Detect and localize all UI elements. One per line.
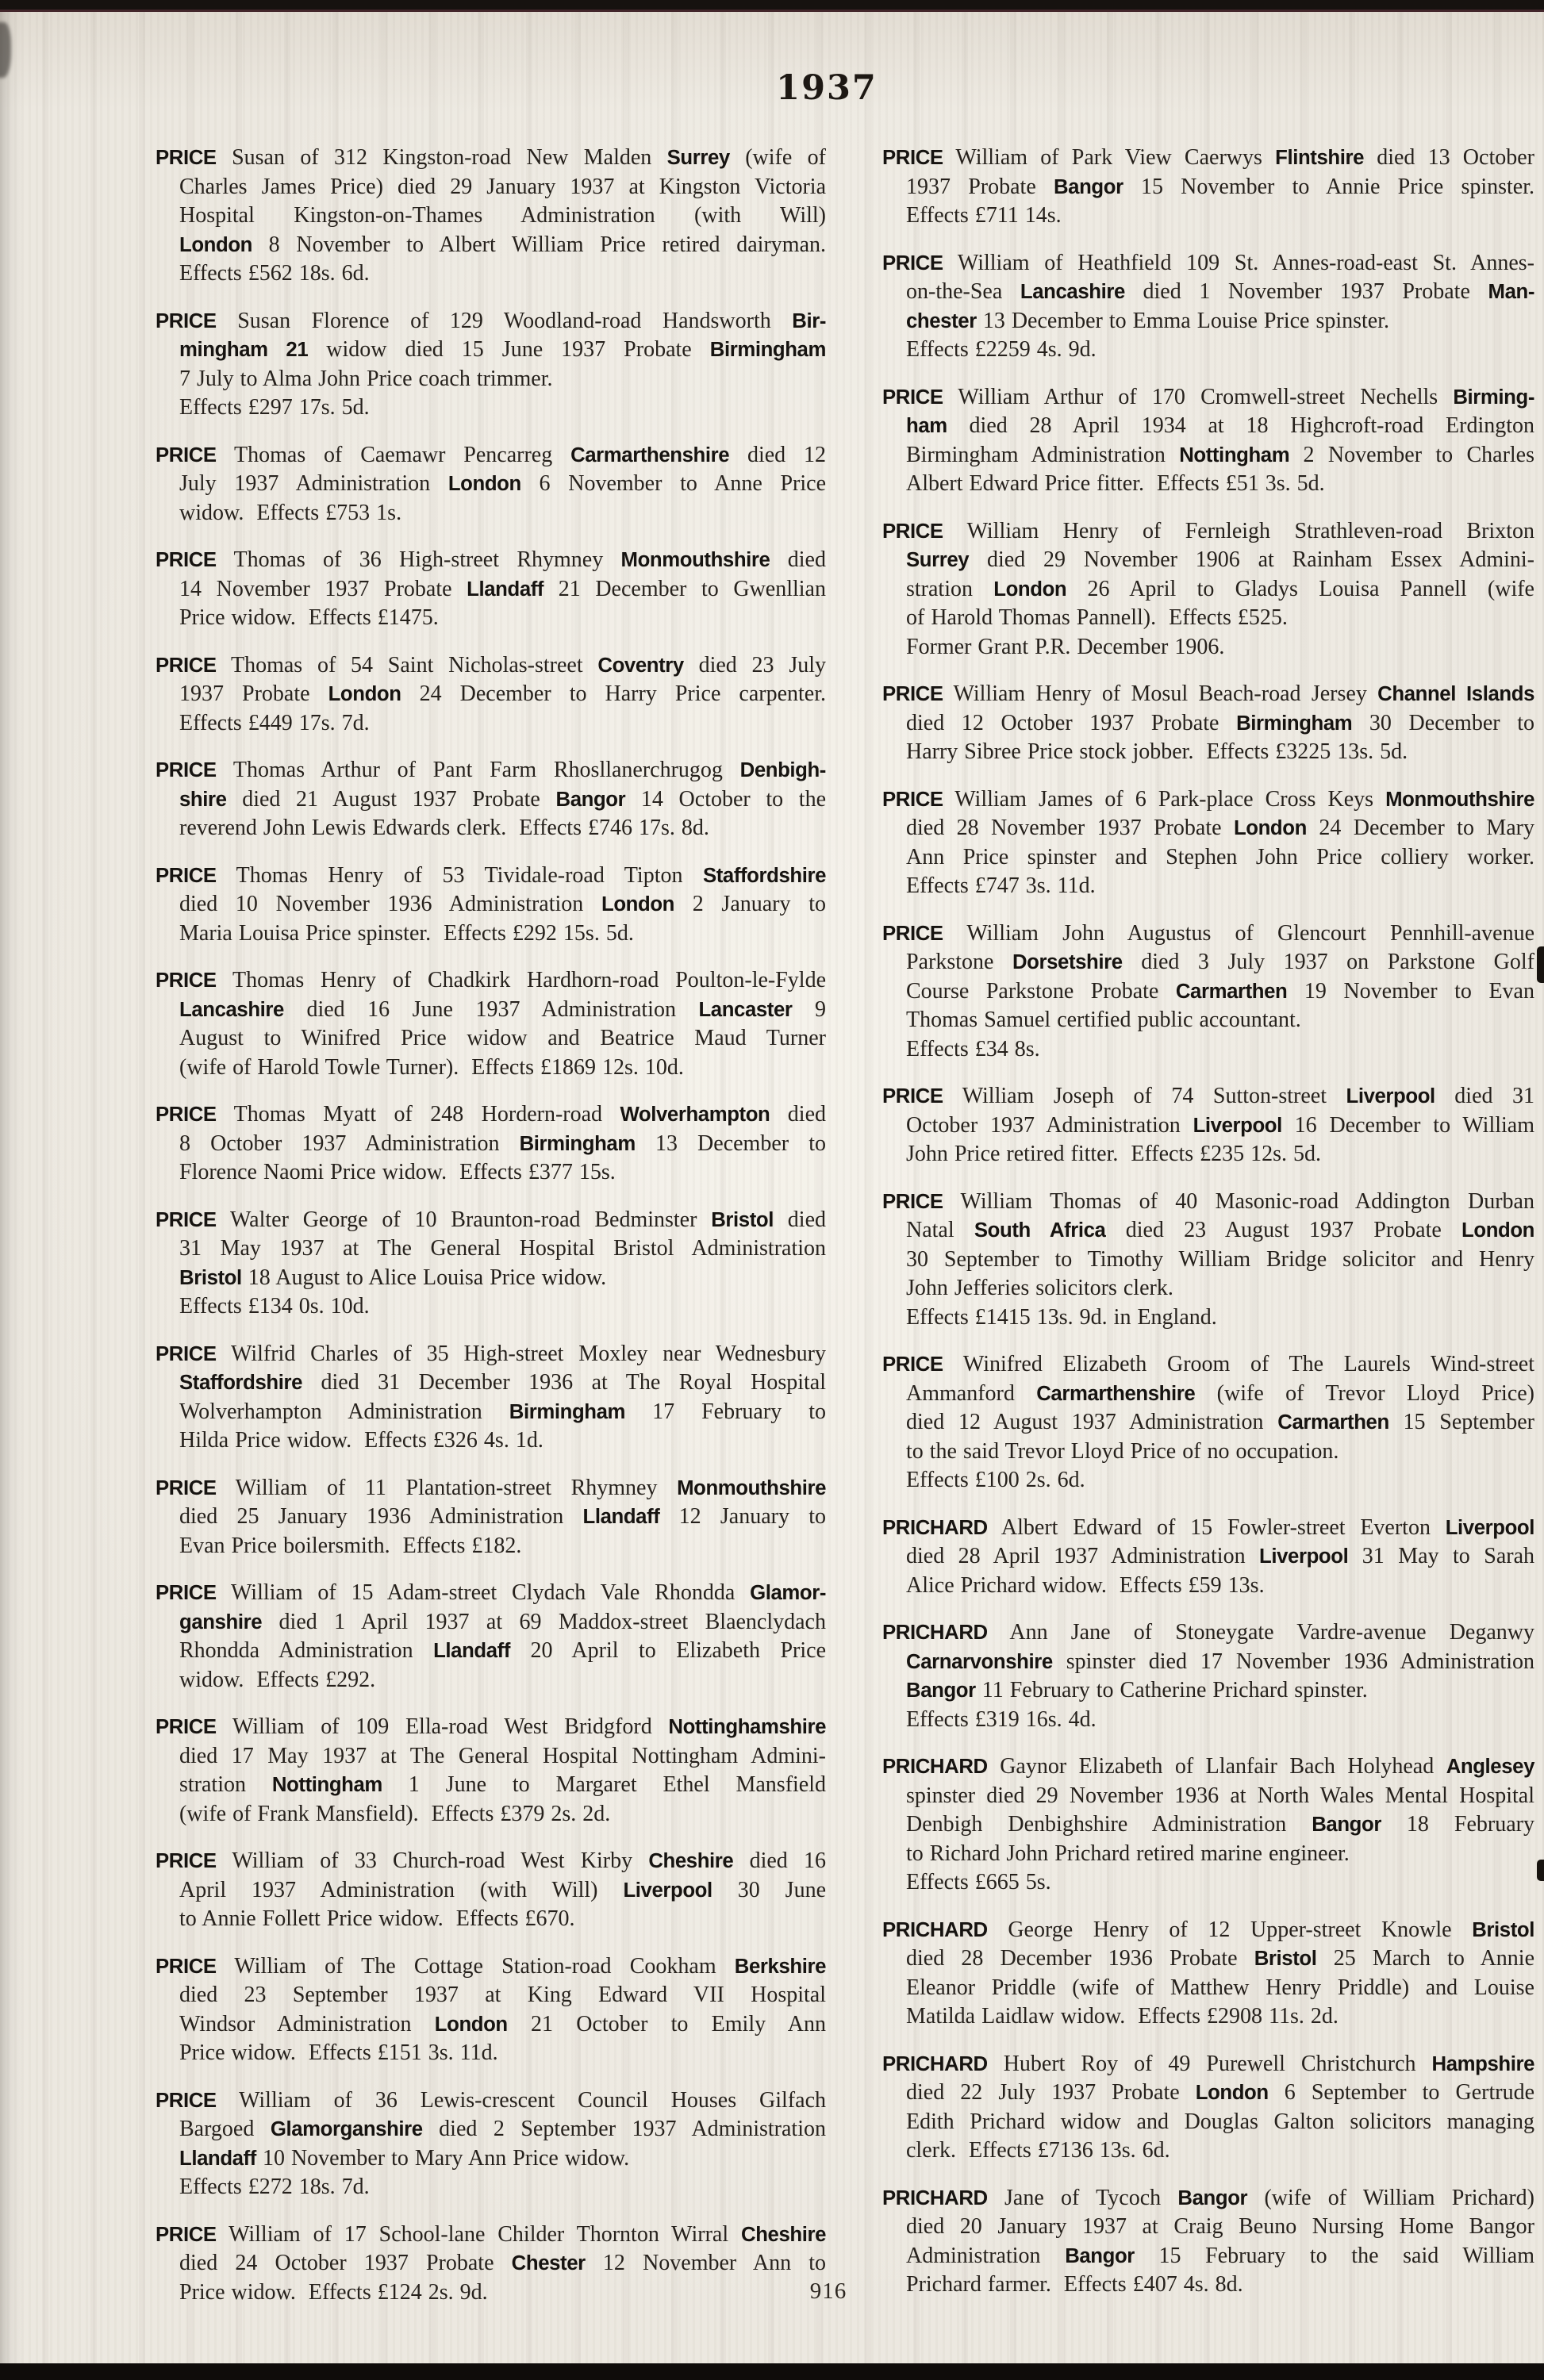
entry-line: PRICE William John Augustus of Glencourt Pennhill-avenue (882, 920, 1534, 946)
bold-name-or-registry: Liverpool (1346, 1085, 1435, 1107)
bold-name-or-registry: Staffordshire (179, 1372, 303, 1394)
bold-name-or-registry: PRICHARD (882, 1756, 988, 1778)
probate-entry (156, 862, 826, 949)
entry-line: Wolverhampton Administration Birmingham 17 February to (179, 1399, 827, 1424)
entry-line: Effects £34 8s. (906, 1036, 1040, 1061)
entry-line: Thomas Samuel certified public accountant. (906, 1008, 1301, 1032)
entry-line: PRICE Walter George of 10 Braunton-road Bedminster Bristol died (156, 1207, 826, 1232)
bold-name-or-registry: Berkshire (734, 1955, 826, 1978)
entry-line: October 1937 Administration Liverpool 16 December to William (906, 1112, 1534, 1138)
bold-name-or-registry: Bristol (1472, 1918, 1534, 1941)
entry-line: Price widow. Effects £1475. (179, 605, 439, 630)
bold-name-or-registry: PRICE (156, 443, 217, 466)
bold-name-or-registry: PRICE (882, 386, 943, 409)
bold-name-or-registry: Bangor (1177, 2186, 1248, 2209)
bold-name-or-registry: PRICE (156, 1850, 217, 1872)
entry-line: PRICE Susan of 312 Kingston-road New Malden Surrey (wife of (156, 145, 826, 170)
entry-line: died 28 November 1937 Probate London 24 December to Mary (906, 816, 1534, 840)
bold-name-or-registry: PRICE (156, 2223, 217, 2246)
entry-line: John Price retired fitter. Effects £235 12s. 5d. (906, 1142, 1322, 1166)
probate-entry (882, 1082, 1534, 1169)
bold-name-or-registry: London (328, 683, 401, 705)
bold-name-or-registry: Carmarthen (1175, 980, 1288, 1003)
bold-name-or-registry: Channel Islands (1377, 683, 1534, 705)
entry-line: PRICE Wilfrid Charles of 35 High-street Moxley near Wednesbury (156, 1341, 826, 1366)
bold-name-or-registry: ganshire (179, 1610, 263, 1633)
entry-line: Denbigh Denbighshire Administration Bangor 18 February (906, 1812, 1534, 1837)
bold-name-or-registry: PRICE (156, 864, 217, 887)
bold-name-or-registry: Dorsetshire (1012, 951, 1123, 973)
entry-line: Price widow. Effects £124 2s. 9d. (179, 2279, 488, 2305)
entry-line: PRICE Thomas Myatt of 248 Hordern-road Wolverhampton died (156, 1102, 826, 1127)
entry-line: 30 September to Timothy William Bridge solicitor and Henry (906, 1246, 1534, 1272)
probate-entry (882, 1916, 1534, 2032)
bold-name-or-registry: London (601, 893, 674, 916)
entry-line: died 28 April 1937 Administration Liverpool 31 May to Sarah (906, 1544, 1534, 1568)
entry-line: PRICE William Arthur of 170 Cromwell-street Nechells Birming- (882, 384, 1534, 409)
entry-line: John Jefferies solicitors clerk. (906, 1276, 1173, 1300)
bold-name-or-registry: PRICE (156, 1716, 217, 1738)
bold-name-or-registry: PRICE (156, 309, 217, 332)
entry-line: PRICE Thomas of Caemawr Pencarreg Carmarthenshire died 12 (156, 442, 826, 467)
bold-name-or-registry: Bir- (792, 309, 826, 332)
bold-name-or-registry: London (434, 2013, 508, 2036)
probate-entry (882, 2184, 1534, 2300)
bold-name-or-registry: PRICE (882, 1085, 943, 1107)
bold-name-or-registry: PRICHARD (882, 1516, 988, 1539)
entry-line: Eleanor Priddle (wife of Matthew Henry Priddle) and Louise (906, 1975, 1534, 2000)
bold-name-or-registry: Birmingham (1236, 712, 1353, 735)
entry-line: Effects £297 17s. 5d. (179, 395, 370, 420)
bold-name-or-registry: PRICHARD (882, 1622, 988, 1644)
probate-entry (882, 919, 1534, 1065)
probate-entry (156, 1952, 826, 2068)
entry-line: Effects £272 18s. 7d. (179, 2175, 370, 2199)
bold-name-or-registry: Llandaff (179, 2147, 256, 2170)
entry-line: PRICE William Thomas of 40 Masonic-road Addington Durban (882, 1188, 1534, 1214)
entry-line: PRICE Thomas Henry of Chadkirk Hardhorn-road Poulton-le-Fylde (156, 968, 826, 992)
entry-line: Harry Sibree Price stock jobber. Effects £3225 13s. 5d. (906, 739, 1408, 764)
entry-line: Natal South Africa died 23 August 1937 Probate London (906, 1218, 1535, 1242)
page-number: 916 (809, 2278, 847, 2304)
bold-name-or-registry: PRICE (882, 1353, 943, 1376)
entry-line: PRICE William of 109 Ella-road West Bridgford Nottinghamshire (156, 1714, 826, 1739)
entry-line: Carnarvonshire spinster died 17 November 1936 Administration (906, 1649, 1534, 1674)
entry-line: died 12 August 1937 Administration Carmarthen 15 September (906, 1410, 1534, 1434)
bold-name-or-registry: London (1233, 817, 1307, 839)
bold-name-or-registry: South Africa (974, 1219, 1106, 1242)
entry-line: mingham 21 widow died 15 June 1937 Probate Birmingham (179, 337, 826, 362)
entry-line: ganshire died 1 April 1937 at 69 Maddox-street Blaenclydach (179, 1609, 826, 1634)
bold-name-or-registry: PRICE (156, 969, 217, 992)
probate-entry (156, 966, 826, 1082)
entry-line: Bristol 18 August to Alice Louisa Price widow. (179, 1265, 607, 1290)
probate-entry (882, 144, 1534, 231)
entry-line: Effects £319 16s. 4d. (906, 1706, 1097, 1732)
bold-name-or-registry: ham (906, 415, 947, 437)
entry-line: PRICE Thomas Arthur of Pant Farm Rhosllanerchrugog Denbigh- (156, 758, 826, 782)
entry-line: 1937 Probate London 24 December to Harry Price carpenter. (179, 681, 826, 706)
probate-entry (882, 1188, 1534, 1333)
entry-line: July 1937 Administration London 6 November to Anne Price (179, 471, 826, 496)
entry-line: (wife of Harold Towle Turner). Effects £1869 12s. 10d. (179, 1054, 684, 1080)
bold-name-or-registry: PRICE (882, 922, 943, 945)
entry-line: PRICE Susan Florence of 129 Woodland-road Handsworth Bir- (156, 308, 826, 333)
probate-entry (156, 441, 826, 528)
entry-line: on-the-Sea Lancashire died 1 November 1937 Probate Man- (906, 279, 1534, 304)
entry-line: 1937 Probate Bangor 15 November to Annie Price spinster. (906, 174, 1534, 199)
probate-entry (156, 1847, 826, 1934)
bold-name-or-registry: PRICE (156, 1104, 217, 1126)
entry-line: Course Parkstone Probate Carmarthen 19 November to Evan (906, 978, 1534, 1004)
bold-name-or-registry: Carmarthen (1277, 1411, 1389, 1434)
entry-line: Former Grant P.R. December 1906. (906, 634, 1225, 659)
entry-line: Price widow. Effects £151 3s. 11d. (179, 2040, 498, 2065)
bold-name-or-registry: PRICE (156, 549, 217, 571)
entry-line: Albert Edward Price fitter. Effects £51 3s. 5d. (906, 471, 1325, 496)
entry-line: Effects £711 14s. (906, 203, 1062, 228)
probate-entry (156, 1713, 826, 1829)
bold-name-or-registry: Hampshire (1431, 2052, 1534, 2075)
bold-name-or-registry: Carnarvonshire (906, 1650, 1053, 1673)
bold-name-or-registry: Monmouthshire (677, 1476, 826, 1499)
probate-entry (882, 383, 1534, 499)
entry-line: Charles James Price) died 29 January 1937 at Kingston Victoria (179, 174, 826, 199)
bold-name-or-registry: Glamorganshire (270, 2118, 423, 2140)
entry-line: Ammanford Carmarthenshire (wife of Trevor Lloyd Price) (906, 1380, 1535, 1406)
bold-name-or-registry: Birming- (1453, 386, 1534, 409)
bold-name-or-registry: shire (179, 788, 227, 811)
probate-entry (156, 1206, 826, 1322)
entry-line: Matilda Laidlaw widow. Effects £2908 11s. 2d. (906, 2004, 1339, 2029)
bold-name-or-registry: Cheshire (741, 2223, 826, 2246)
entry-line: Evan Price boilersmith. Effects £182. (179, 1533, 522, 1558)
entry-line: PRICHARD Albert Edward of 15 Fowler-street Everton Liverpool (882, 1514, 1534, 1540)
entry-line: died 22 July 1937 Probate London 6 September to Gertrude (906, 2080, 1534, 2105)
probate-entry (156, 546, 826, 633)
bold-name-or-registry: London (179, 233, 252, 256)
entry-line: London 8 November to Albert William Price retired dairyman. (179, 232, 826, 257)
bold-name-or-registry: Carmarthenshire (1036, 1382, 1196, 1405)
bold-name-or-registry: Nottingham (1179, 443, 1290, 466)
bold-name-or-registry: Lancaster (698, 998, 793, 1021)
entry-line: to Annie Follett Price widow. Effects £670. (179, 1906, 575, 1931)
bold-name-or-registry: PRICE (156, 1208, 217, 1231)
entry-line: died 24 October 1937 Probate Chester 12 November Ann to (179, 2251, 826, 2275)
bold-name-or-registry: PRICE (882, 520, 943, 543)
entry-line: PRICHARD Ann Jane of Stoneygate Vardre-avenue Deganwy (882, 1620, 1534, 1645)
bold-name-or-registry: PRICE (156, 759, 217, 781)
entry-line: died 23 September 1937 at King Edward VII Hospital (179, 1983, 826, 2007)
probate-entry (156, 756, 826, 843)
scan-edge-bottom (0, 2363, 1544, 2380)
entry-line: Effects £134 0s. 10d. (179, 1294, 370, 1319)
bold-name-or-registry: PRICE (156, 1955, 217, 1978)
bold-name-or-registry: London (447, 473, 521, 495)
probate-entry (156, 144, 826, 289)
entry-line: of Harold Thomas Pannell). Effects £525. (906, 605, 1288, 630)
probate-entry (156, 307, 826, 423)
entry-line: to Richard John Prichard retired marine engineer. (906, 1841, 1350, 1866)
entry-line: Effects £562 18s. 6d. (179, 261, 370, 286)
entry-line: (wife of Frank Mansfield). Effects £379 2s. 2d. (179, 1801, 611, 1826)
entry-line: ham died 28 April 1934 at 18 Highcroft-road Erdington (906, 413, 1534, 438)
entry-line: PRICE William Henry of Fernleigh Strathleven-road Brixton (882, 518, 1534, 543)
entry-line: Florence Naomi Price widow. Effects £377 15s. (179, 1160, 616, 1184)
probate-entry (156, 651, 826, 739)
bold-name-or-registry: PRICE (882, 1190, 943, 1213)
entry-line: Rhondda Administration Llandaff 20 April to Elizabeth Price (179, 1638, 827, 1663)
entry-line: shire died 21 August 1937 Probate Bangor 14 October to the (179, 786, 826, 812)
entry-line: reverend John Lewis Edwards clerk. Effects £746 17s. 8d. (179, 816, 709, 840)
entry-line: PRICE William of 11 Plantation-street Rhymney Monmouthshire (156, 1475, 826, 1500)
bold-name-or-registry: PRICE (156, 1342, 217, 1365)
entry-line: PRICHARD George Henry of 12 Upper-street Knowle Bristol (882, 1917, 1534, 1942)
bold-name-or-registry: Bristol (1254, 1948, 1317, 1970)
bold-name-or-registry: PRICHARD (882, 2052, 988, 2075)
probate-entry (156, 1474, 826, 1561)
entry-line: to the said Trevor Lloyd Price of no occupation. (906, 1438, 1339, 1464)
column-right (882, 144, 1534, 2318)
scan-edge-mark (1537, 1860, 1544, 1881)
bold-name-or-registry: Birmingham (519, 1132, 636, 1155)
entry-line: died 12 October 1937 Probate Birmingham 30 December to (906, 710, 1534, 735)
bold-name-or-registry: Llandaff (467, 578, 544, 601)
entry-line: PRICE William of 15 Adam-street Clydach Vale Rhondda Glamor- (156, 1580, 826, 1605)
probate-entry (882, 1618, 1534, 1734)
entry-line: Ann Price spinster and Stephen John Price colliery worker. (906, 844, 1534, 869)
scan-edge-top (0, 0, 1544, 12)
scan-edge-mark (1537, 946, 1544, 983)
entry-line: PRICE William of The Cottage Station-road Cookham Berkshire (156, 1953, 826, 1979)
entry-line: Effects £449 17s. 7d. (179, 710, 370, 735)
entry-line: Effects £665 5s. (906, 1870, 1051, 1894)
bold-name-or-registry: Glamor- (750, 1582, 826, 1604)
entry-line: widow. Effects £292. (179, 1667, 376, 1692)
bold-name-or-registry: PRICE (156, 147, 217, 169)
entry-line: spinster died 29 November 1936 at North Wales Mental Hospital (906, 1783, 1534, 1808)
scan-smudge (0, 22, 11, 78)
entry-line: April 1937 Administration (with Will) Liverpool 30 June (179, 1877, 827, 1902)
entry-line: Effects £2259 4s. 9d. (906, 337, 1097, 362)
bold-name-or-registry: Birmingham (509, 1400, 626, 1423)
bold-name-or-registry: Anglesey (1446, 1756, 1534, 1778)
entry-line: Surrey died 29 November 1906 at Rainham Essex Admini- (906, 547, 1534, 572)
bold-name-or-registry: London (1461, 1219, 1535, 1242)
probate-entry (156, 2086, 826, 2202)
bold-name-or-registry: Bangor (1312, 1814, 1381, 1836)
bold-name-or-registry: Chester (511, 2252, 586, 2274)
probate-entry (882, 1752, 1534, 1898)
probate-entry (882, 2050, 1534, 2166)
probate-entry (882, 785, 1534, 901)
entry-line: Staffordshire died 31 December 1936 at The Royal Hospital (179, 1370, 826, 1395)
entry-line: Birmingham Administration Nottingham 2 November to Charles (906, 442, 1534, 467)
entry-line: PRICE William of 17 School-lane Childer Thornton Wirral Cheshire (156, 2221, 826, 2247)
entry-line: Effects £747 3s. 11d. (906, 873, 1096, 898)
bold-name-or-registry: PRICE (882, 788, 943, 811)
entry-line: Bangor 11 February to Catherine Prichard spinster. (906, 1678, 1368, 1702)
bold-name-or-registry: Monmouthshire (1385, 788, 1534, 811)
bold-name-or-registry: PRICE (156, 1476, 217, 1499)
bold-name-or-registry: Llandaff (582, 1506, 660, 1528)
bold-name-or-registry: Liverpool (1259, 1545, 1349, 1568)
entry-line: Effects £100 2s. 6d. (906, 1468, 1085, 1492)
bold-name-or-registry: Lancashire (179, 998, 284, 1021)
bold-name-or-registry: Carmarthenshire (570, 443, 730, 466)
entry-line: Maria Louisa Price spinster. Effects £292 15s. 5d. (179, 920, 634, 946)
entry-line: died 17 May 1937 at The General Hospital Nottingham Admini- (179, 1743, 826, 1768)
entry-line: PRICE William of 36 Lewis-crescent Council Houses Gilfach (156, 2087, 826, 2113)
bold-name-or-registry: Bristol (711, 1208, 774, 1231)
bold-name-or-registry: Bangor (555, 788, 626, 811)
bold-name-or-registry: Flintshire (1275, 147, 1364, 169)
entry-line: PRICE William of 33 Church-road West Kirby Cheshire died 16 (156, 1848, 826, 1873)
bold-name-or-registry: Birmingham (709, 339, 826, 361)
probate-entry (882, 680, 1534, 767)
bold-name-or-registry: PRICE (156, 654, 217, 677)
bold-name-or-registry: Man- (1488, 281, 1534, 303)
entry-line: 14 November 1937 Probate Llandaff 21 December to Gwenllian (179, 576, 826, 601)
entry-line: PRICE Thomas Henry of 53 Tividale-road Tipton Staffordshire (156, 862, 826, 888)
bold-name-or-registry: Llandaff (433, 1640, 511, 1662)
entry-line: died 10 November 1936 Administration London 2 January to (179, 892, 827, 916)
bold-name-or-registry: PRICE (156, 1582, 217, 1604)
entry-line: PRICE Thomas of 54 Saint Nicholas-street Coventry died 23 July (156, 652, 826, 678)
entry-line: PRICHARD Hubert Roy of 49 Purewell Christchurch Hampshire (882, 2051, 1534, 2076)
probate-entry (156, 1100, 826, 1188)
probate-entry (882, 1350, 1534, 1495)
entry-line: clerk. Effects £7136 13s. 6d. (906, 2138, 1170, 2163)
entry-line: 8 October 1937 Administration Birmingham 13 December to (179, 1130, 826, 1156)
bold-name-or-registry: Nottinghamshire (668, 1716, 826, 1738)
entry-line: PRICE William Joseph of 74 Sutton-street Liverpool died 31 (882, 1084, 1534, 1108)
bold-name-or-registry: Bangor (1053, 175, 1123, 198)
entry-line: Lancashire died 16 June 1937 Administration Lancaster 9 (179, 996, 827, 1022)
bold-name-or-registry: London (1195, 2082, 1269, 2104)
bold-name-or-registry: Coventry (597, 654, 684, 677)
entry-line: Parkstone Dorsetshire died 3 July 1937 on Parkstone Golf (906, 950, 1534, 974)
bold-name-or-registry: Staffordshire (702, 864, 826, 887)
entry-line: Windsor Administration London 21 October to Emily Ann (179, 2011, 827, 2036)
entry-line: chester 13 December to Emma Louise Price spinster. (906, 308, 1390, 333)
entry-line: PRICE Thomas of 36 High-street Rhymney Monmouthshire died (156, 547, 826, 572)
entry-line: August to Winifred Price widow and Beatrice Maud Turner (179, 1026, 826, 1050)
entry-line: 31 May 1937 at The General Hospital Bristol Administration (179, 1236, 826, 1261)
column-left (156, 144, 826, 2325)
bold-name-or-registry: Wolverhampton (620, 1104, 770, 1126)
entry-line: PRICE William James of 6 Park-place Cross Keys Monmouthshire (882, 786, 1534, 812)
entry-line: PRICE William of Heathfield 109 St. Annes-road-east St. Annes- (882, 250, 1534, 275)
bold-name-or-registry: Surrey (906, 549, 970, 571)
entry-line: Bargoed Glamorganshire died 2 September 1937 Administration (179, 2117, 826, 2141)
entry-line: PRICHARD Jane of Tycoch Bangor (wife of William Prichard) (882, 2185, 1534, 2210)
bold-name-or-registry: Bangor (906, 1679, 976, 1702)
entry-line: PRICE Winifred Elizabeth Groom of The Laurels Wind-street (882, 1352, 1534, 1376)
bold-name-or-registry: Liverpool (1445, 1516, 1534, 1539)
entry-line: PRICHARD Gaynor Elizabeth of Llanfair Bach Holyhead Anglesey (882, 1754, 1534, 1779)
bold-name-or-registry: mingham 21 (179, 339, 309, 361)
entry-line: died 25 January 1936 Administration Llandaff 12 January to (179, 1504, 826, 1529)
bold-name-or-registry: Surrey (666, 147, 730, 169)
entry-line: PRICE William Henry of Mosul Beach-road Jersey Channel Islands (882, 681, 1534, 706)
bold-name-or-registry: Liverpool (1193, 1114, 1282, 1137)
probate-entry (156, 1340, 826, 1456)
probate-entry (156, 1579, 826, 1695)
entry-line: Administration Bangor 15 February to the said William (906, 2243, 1535, 2268)
bold-name-or-registry: Lancashire (1020, 281, 1125, 303)
bold-name-or-registry: PRICE (882, 251, 943, 274)
entry-line: Hospital Kingston-on-Thames Administration (with Will) (179, 203, 826, 228)
bold-name-or-registry: Denbigh- (739, 759, 826, 781)
probate-entry (156, 2221, 826, 2308)
bold-name-or-registry: Liverpool (623, 1879, 712, 1902)
probate-entry (882, 517, 1534, 662)
entry-line: died 20 January 1937 at Craig Beuno Nursing Home Bangor (906, 2214, 1534, 2239)
bold-name-or-registry: PRICE (156, 2089, 217, 2112)
bold-name-or-registry: Bristol (179, 1266, 242, 1289)
entry-line: Prichard farmer. Effects £407 4s. 8d. (906, 2272, 1243, 2297)
bold-name-or-registry: PRICHARD (882, 1918, 988, 1941)
bold-name-or-registry: Bangor (1065, 2244, 1135, 2267)
page-title-year: 1937 (776, 68, 878, 108)
entry-line: stration London 26 April to Gladys Louisa Pannell (wife (906, 576, 1534, 601)
entry-line: 7 July to Alma John Price coach trimmer. (179, 366, 553, 391)
bold-name-or-registry: PRICHARD (882, 2186, 988, 2209)
entry-line: Alice Prichard widow. Effects £59 13s. (906, 1572, 1265, 1598)
entry-line: Effects £1415 13s. 9d. in England. (906, 1304, 1217, 1330)
bold-name-or-registry: PRICE (882, 147, 943, 169)
probate-entry (882, 1514, 1534, 1601)
entry-line: Hilda Price widow. Effects £326 4s. 1d. (179, 1428, 543, 1453)
entry-line: widow. Effects £753 1s. (179, 500, 402, 525)
entry-line: PRICE William of Park View Caerwys Flintshire died 13 October (882, 145, 1534, 170)
entry-line: died 28 December 1936 Probate Bristol 25 March to Annie (906, 1946, 1534, 1971)
entry-line: Edith Prichard widow and Douglas Galton solicitors managing (906, 2109, 1534, 2134)
bold-name-or-registry: Cheshire (648, 1850, 734, 1872)
bold-name-or-registry: Nottingham (271, 1774, 382, 1796)
bold-name-or-registry: Monmouthshire (620, 549, 770, 571)
bold-name-or-registry: PRICE (882, 683, 943, 705)
probate-entry (882, 249, 1534, 365)
entry-line: Llandaff 10 November to Mary Ann Price widow. (179, 2145, 630, 2171)
bold-name-or-registry: chester (906, 309, 977, 332)
entry-line: stration Nottingham 1 June to Margaret Ethel Mansfield (179, 1772, 826, 1797)
bold-name-or-registry: London (993, 578, 1067, 601)
